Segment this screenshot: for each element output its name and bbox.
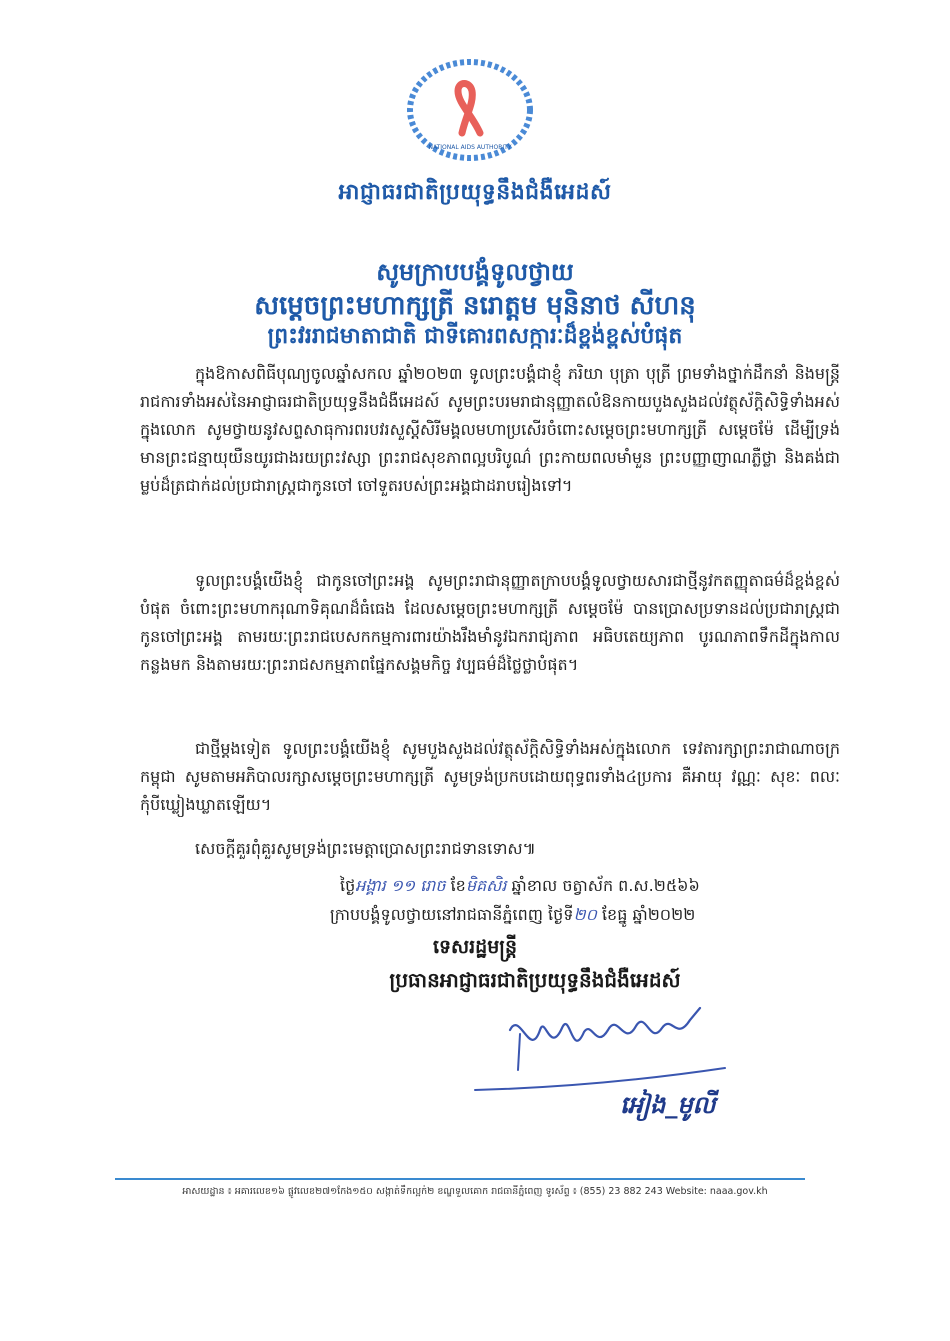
lunar-month-handwritten: មិគសិរ xyxy=(465,876,507,895)
lunar-day-handwritten: អង្គារ ១១ រោច xyxy=(355,876,446,895)
solar-date-line xyxy=(330,904,695,928)
naa-logo xyxy=(400,55,540,165)
signatory-role: ប្រធានអាជ្ញាធរជាតិប្រយុទ្ធនឹងជំងឺអេដស៍ xyxy=(389,968,681,992)
lunar-date-line xyxy=(340,875,700,899)
signatory-name: អៀង_មូលី xyxy=(620,1091,716,1119)
closing-line: សេចក្តីគួរពុំគួរសូមទ្រង់ព្រះមេត្តាប្រោសព្រះរាជទានទោស៕ xyxy=(195,839,536,858)
logo-text: NATIONAL AIDS AUTHORITY xyxy=(428,144,512,151)
solar-month-year: ខែធ្នូ ឆ្នាំ២០២២ xyxy=(596,905,696,924)
solar-date-prefix: ក្រាបបង្គំទូលថ្វាយនៅរាជធានីភ្នំពេញ ថ្ងៃទី xyxy=(330,905,574,924)
footer-address: អាសយដ្ឋាន ៖ អគារលេខ១៦ ផ្លូវលេខ២៧១កែង១៥០ សង្កាត់ទឹកល្អក់២ ខណ្ឌទួលគោក រាជធានីភ្នំពេញ ទូរស័ព្ទ ៖ (855) 23 882 243 Website: naaa.gov.kh xyxy=(182,1186,768,1197)
lunar-date-prefix: ថ្ងៃ xyxy=(340,876,356,895)
salutation-line-3: ព្រះវររាជមាតាជាតិ ជាទីគោរពសក្ការៈដ៏ខ្ពង់ខ្ពស់បំផុត xyxy=(267,324,683,349)
paragraph-1: ក្នុងឱកាសពិធីបុណ្យចូលឆ្នាំសកល ឆ្នាំ២០២៣ ទូលព្រះបង្គំជាខ្ញុំ ភរិយា បុត្រា បុត្រី ព្រមទាំងថ្នាក់ដឹកនាំ និងមន្ត្រីរាជការទាំងអស់នៃអាជ្ញាធរជាតិប្រយុទ្ធនឹងជំងឺអេដស៍ សូមព្រះបរមរាជានុញ្ញាតលំឱនកាយបួងសួងដល់វត្ថុស័ក្តិសិទ្ធិទាំងអស់ក្នុងលោក សូមថ្វាយនូវសព្ទសាធុការពរបវរសួស្តីសិរីមង្គលមហាប្រសើរចំពោះសម្តេចព្រះមហាក្សត្រី សម្តេចម៉ែ ដើម្បីទ្រង់មានព្រះជន្មាយុយឺនយូរជាងរយព្រះវស្សា ព្រះរាជសុខភាពល្អបរិបូណ៌ ព្រះកាយពលមាំមួន ព្រះបញ្ញាញាណភ្លឺថ្លា និងគង់ជាម្លប់ដ៏ត្រជាក់ដល់ប្រជារាស្ត្រជាកូនចៅ ចៅទួតរបស់ព្រះអង្គជាដរាបរៀងទៅ។ xyxy=(140,364,840,495)
signatory-title: ទេសរដ្ឋមន្ត្រី xyxy=(432,936,518,958)
solar-day-handwritten: ២០ xyxy=(573,905,597,924)
org-title: អាជ្ញាធរជាតិប្រយុទ្ធនឹងជំងឺអេដស៍ xyxy=(338,180,612,205)
paragraph-2: ទូលព្រះបង្គំយើងខ្ញុំ ជាកូនចៅព្រះអង្គ សូមព្រះរាជានុញ្ញាតក្រាបបង្គំទូលថ្វាយសារជាថ្មីនូវកតញ្ញុតាធម៌ដ៏ខ្ពង់ខ្ពស់បំផុត ចំពោះព្រះមហាករុណាទិគុណដ៏ធំធេង ដែលសម្តេចព្រះមហាក្សត្រី សម្តេចម៉ែ បានប្រោសប្រទានដល់ប្រជារាស្ត្រជាកូនចៅព្រះអង្គ តាមរយៈព្រះរាជបេសកកម្មការពារយ៉ាងរឹងមាំនូវឯករាជ្យភាព អធិបតេយ្យភាព បូរណភាពទឹកដីក្នុងកាលកន្លងមក និងតាមរយៈព្រះរាជសកម្មភាពផ្នែកសង្គមកិច្ច វប្បធម៌ដ៏ថ្លៃថ្លាបំផុត។ xyxy=(140,571,840,674)
paragraph-3: ជាថ្មីម្តងទៀត ទូលព្រះបង្គំយើងខ្ញុំ សូមបួងសួងដល់វត្ថុស័ក្តិសិទ្ធិទាំងអស់ក្នុងលោក ទេវតារក្សាព្រះរាជាណាចក្រកម្ពុជា សូមតាមអភិបាលរក្សាសម្តេចព្រះមហាក្សត្រី សូមទ្រង់ប្រកបដោយពុទ្ធពរទាំង៤ប្រការ គឺអាយុ វណ្ណៈ សុខៈ ពលៈ កុំបីឃ្លៀងឃ្លាតឡើយ។ xyxy=(140,739,840,814)
lunar-year: ឆ្នាំខាល ចត្វាស័ក ព.ស.២៥៦៦ xyxy=(506,876,700,895)
footer-divider xyxy=(115,1178,805,1180)
salutation-line-2: សម្តេចព្រះមហាក្សត្រី នរោត្តម មុនិនាថ សីហនុ xyxy=(254,291,696,321)
salutation-line-1: សូមក្រាបបង្គំទូលថ្វាយ xyxy=(376,258,574,286)
lunar-month-prefix: ខែ xyxy=(445,876,466,895)
ribbon-logo-icon xyxy=(400,55,540,165)
